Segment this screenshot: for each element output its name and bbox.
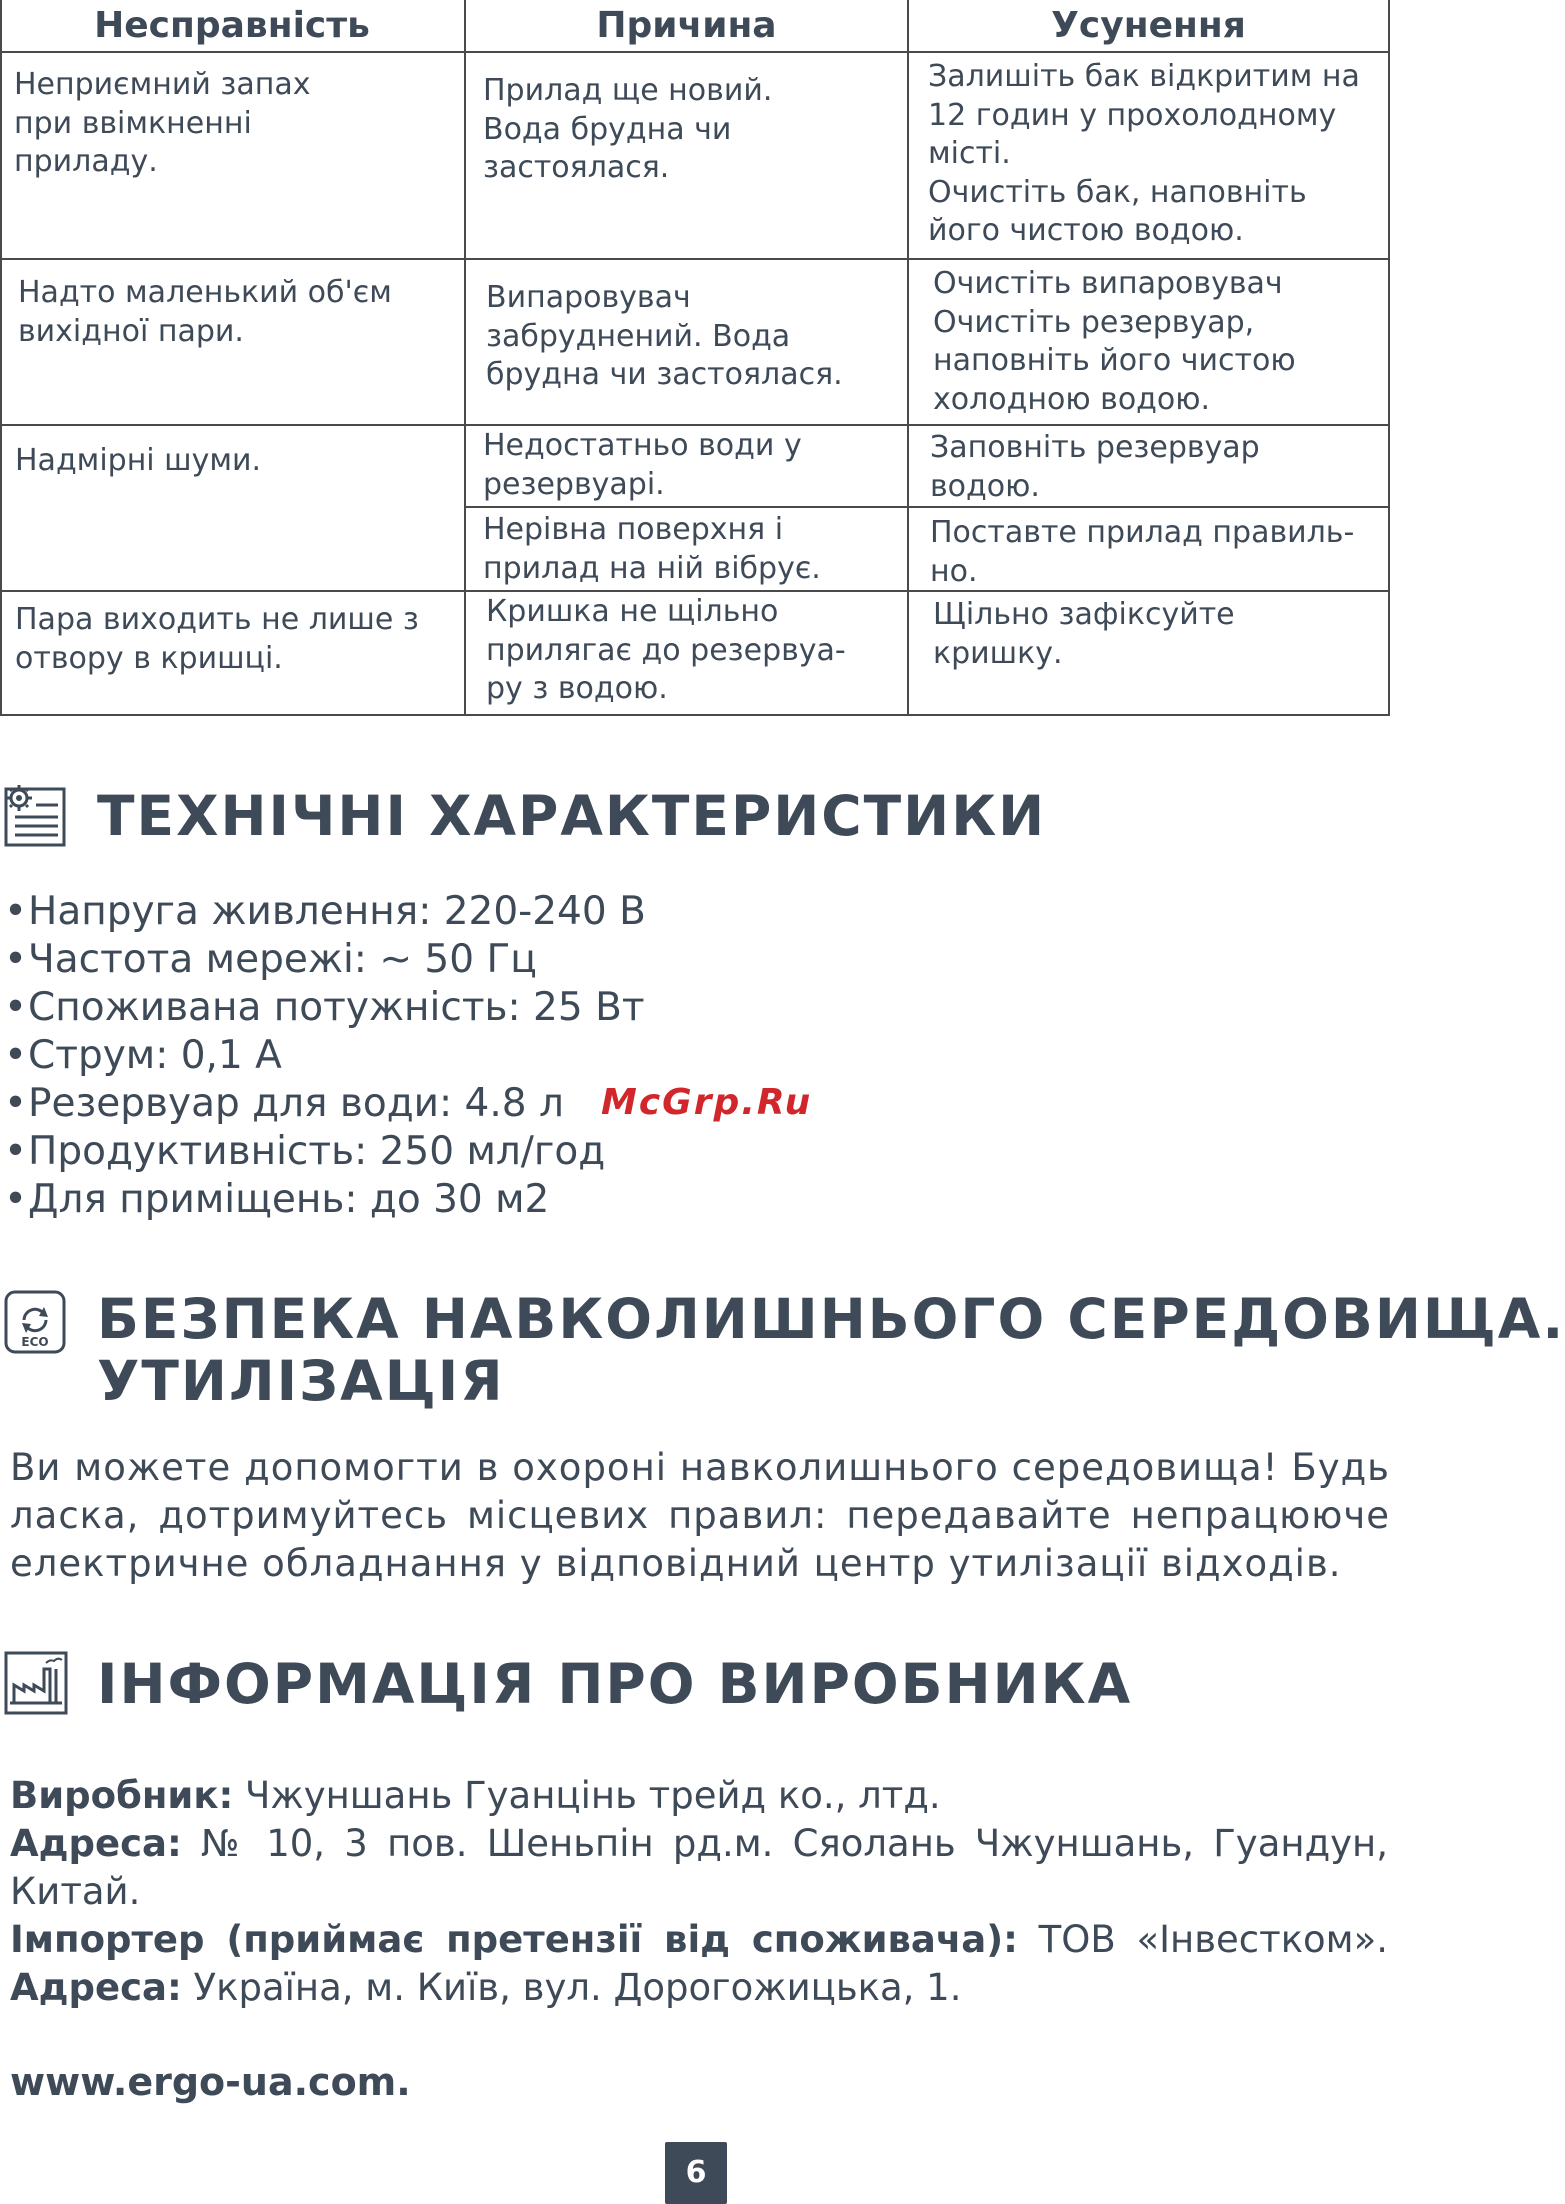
eco-recycle-icon [4, 1290, 66, 1358]
table-cell-problem: Пара виходить не лише з отвору в кришці. [15, 602, 419, 676]
table-rule [907, 0, 909, 716]
table-header-problem: Несправність [94, 5, 370, 46]
table-cell-cause: Кришка не щільно прилягає до резервуа- ру з водою. [486, 594, 846, 706]
eco-heading-line1: БЕЗПЕКА НАВКОЛИШНЬОГО СЕРЕДОВИЩА. [97, 1287, 1565, 1351]
maker-address-line: Адреса: № 10, 3 пов. Шеньпін рд.м. Сяолань Чжуншань, Гуандун, Китай. [10, 1822, 1388, 1913]
table-header-solution: Усунення [1051, 5, 1246, 46]
table-cell-solution: Щільно зафіксуйте кришку. [933, 597, 1235, 671]
table-rule [0, 258, 1390, 260]
settings-document-icon [3, 781, 69, 853]
list-item: •Резервуар для води: 4.8 л [4, 1081, 564, 1126]
list-item: •Струм: 0,1 А [4, 1033, 282, 1078]
eco-paragraph: Ви можете допомогти в охороні навколишнього середовища! Будь ласка, дотримуйтесь місцевих правил: передавайте непрацююче електричне обладнання у відповідний центр утилізації відходів. [10, 1446, 1390, 1585]
troubleshooting-table [0, 0, 1390, 716]
table-cell-solution: Поставте прилад правиль- но. [930, 515, 1355, 589]
table-rule [466, 506, 1390, 508]
list-item: •Частота мережі: ~ 50 Гц [4, 937, 537, 982]
table-header-cause: Причина [596, 5, 777, 46]
table-rule [0, 714, 1390, 716]
watermark: McGrp.Ru [601, 1082, 813, 1123]
specs-list [4, 888, 646, 1224]
website-link[interactable]: www.ergo-ua.com. [10, 2060, 411, 2104]
table-rule [1388, 0, 1390, 716]
list-item: •Для приміщень: до 30 м2 [4, 1177, 550, 1222]
table-cell-problem: Надто маленький об'єм вихідної пари. [18, 275, 392, 349]
table-cell-cause: Прилад ще новий. Вода брудна чи застоялася. [483, 73, 773, 185]
table-cell-solution: Заповніть резервуар водою. [930, 430, 1260, 504]
importer-line: Імпортер (приймає претензії від споживача): ТОВ «Інвестком». [10, 1918, 1388, 1961]
list-item: •Напруга живлення: 220-240 В [4, 889, 646, 934]
page-number: 6 [665, 2142, 727, 2204]
table-cell-cause: Недостатньо води у резервуарі. [483, 428, 802, 502]
importer-address-line: Адреса: Україна, м. Київ, вул. Дорогожицька, 1. [10, 1966, 962, 2009]
table-cell-problem: Неприємний запах при ввімкненні приладу. [14, 67, 311, 179]
table-cell-cause: Випаровувач забруднений. Вода брудна чи застоялася. [486, 280, 843, 392]
svg-text:ECO: ECO [21, 1335, 49, 1349]
table-rule [464, 0, 466, 716]
list-item: •Споживана потужність: 25 Вт [4, 985, 645, 1030]
manufacturer-info [10, 1772, 1388, 2012]
table-cell-solution: Очистіть випаровувач Очистіть резервуар, наповніть його чистою холодною водою. [933, 266, 1296, 417]
specs-heading: ТЕХНІЧНІ ХАРАКТЕРИСТИКИ [97, 784, 1047, 848]
maker-line: Виробник: Чжуншань Гуанцінь трейд ко., лтд. [10, 1774, 941, 1817]
manufacturer-heading: ІНФОРМАЦІЯ ПРО ВИРОБНИКА [97, 1652, 1133, 1716]
table-cell-cause: Нерівна поверхня і прилад на ній вібрує. [483, 512, 821, 586]
eco-heading-line2: УТИЛІЗАЦІЯ [97, 1349, 505, 1413]
table-rule [0, 424, 1390, 426]
table-rule [0, 0, 2, 716]
factory-icon [4, 1651, 68, 1719]
table-cell-solution: Залишіть бак відкритим на 12 годин у прохолодному місті. Очистіть бак, наповніть його чистою водою. [928, 59, 1360, 248]
list-item: •Продуктивність: 250 мл/год [4, 1129, 606, 1174]
table-cell-problem: Надмірні шуми. [15, 443, 262, 478]
